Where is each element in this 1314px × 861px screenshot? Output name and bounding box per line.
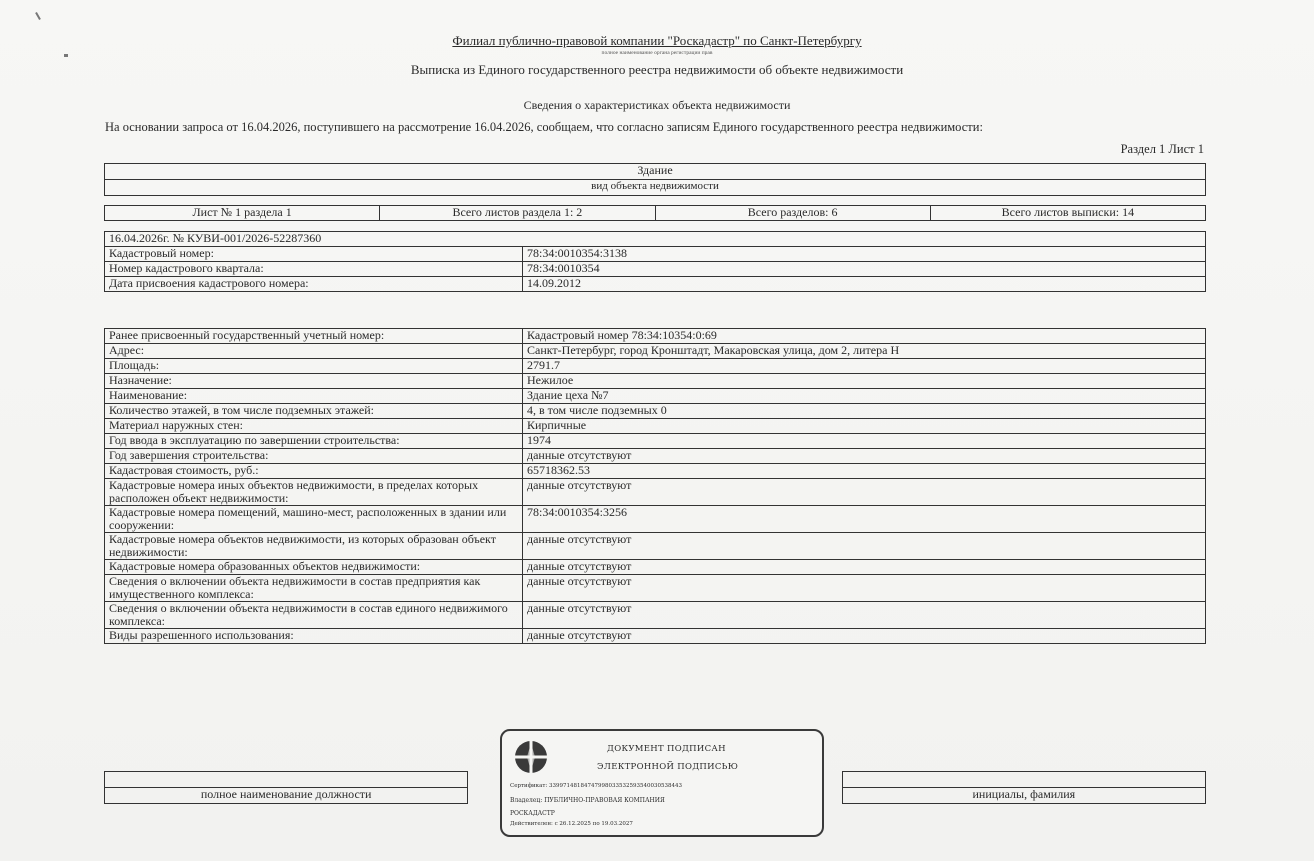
row-label: Кадастровые номера иных объектов недвижимости, в пределах которых расположен объект недвижимости: — [105, 479, 523, 506]
organization-name: Филиал публично-правовой компании "Роскадастр" по Санкт-Петербургу — [452, 33, 862, 48]
rosreestr-emblem-icon — [512, 738, 550, 776]
sheets-table — [104, 205, 1206, 221]
table-row — [105, 374, 1206, 389]
table-row — [105, 434, 1206, 449]
organization-caption: полное наименование органа регистрации прав — [601, 50, 713, 56]
section-title: Сведения о характеристиках объекта недвижимости — [523, 98, 791, 112]
row-value: данные отсутствуют — [523, 479, 1206, 506]
table-row — [105, 262, 1206, 277]
row-label: Виды разрешенного использования: — [105, 629, 523, 644]
table-row — [105, 533, 1206, 560]
stamp-owner: Владелец: ПУБЛИЧНО-ПРАВОВАЯ КОМПАНИЯ — [510, 797, 665, 804]
row-label: Площадь: — [105, 359, 523, 374]
object-type-caption: вид объекта недвижимости — [105, 180, 1206, 196]
table-row — [105, 464, 1206, 479]
row-label: Ранее присвоенный государственный учетный номер: — [105, 329, 523, 344]
object-type-table — [104, 163, 1206, 196]
row-label: Год ввода в эксплуатацию по завершении строительства: — [105, 434, 523, 449]
name-caption: инициалы, фамилия — [842, 788, 1205, 804]
intro-text: На основании запроса от 16.04.2026, поступившего на рассмотрение 16.04.2026, сообщаем, что согласно записям Единого государственного реестра недвижимости: — [105, 120, 983, 134]
row-value: 78:34:0010354 — [523, 262, 1206, 277]
sheet-number: Лист № 1 раздела 1 — [105, 206, 380, 221]
row-value: Здание цеха №7 — [523, 389, 1206, 404]
row-value: Нежилое — [523, 374, 1206, 389]
row-value: 78:34:0010354:3138 — [523, 247, 1206, 262]
table-row — [105, 329, 1206, 344]
table-row — [105, 247, 1206, 262]
row-value: Кирпичные — [523, 419, 1206, 434]
position-cell — [105, 772, 468, 788]
stamp-owner-name: РОСКАДАСТР — [510, 810, 555, 817]
row-label: Наименование: — [105, 389, 523, 404]
details-table — [104, 328, 1206, 644]
table-row — [105, 419, 1206, 434]
row-value: данные отсутствуют — [523, 575, 1206, 602]
request-number: 16.04.2026г. № КУВИ-001/2026-52287360 — [105, 232, 1206, 247]
table-row — [105, 506, 1206, 533]
row-value: 1974 — [523, 434, 1206, 449]
row-value: данные отсутствуют — [523, 533, 1206, 560]
row-label: Номер кадастрового квартала: — [105, 262, 523, 277]
row-value: Санкт-Петербург, город Кронштадт, Макаровская улица, дом 2, литера Н — [523, 344, 1206, 359]
stamp-validity: Действителен: с 26.12.2025 по 19.03.2027 — [510, 821, 633, 827]
table-row — [105, 560, 1206, 575]
stamp-line-2: ЭЛЕКТРОННОЙ ПОДПИСЬЮ — [597, 762, 739, 772]
row-label: Кадастровые номера помещений, машино-мест, расположенных в здании или сооружении: — [105, 506, 523, 533]
row-label: Год завершения строительства: — [105, 449, 523, 464]
row-label: Кадастровый номер: — [105, 247, 523, 262]
table-row — [105, 629, 1206, 644]
ids-table — [104, 231, 1206, 292]
row-label: Сведения о включении объекта недвижимости в состав единого недвижимого комплекса: — [105, 602, 523, 629]
row-value: данные отсутствуют — [523, 602, 1206, 629]
row-value: 2791.7 — [523, 359, 1206, 374]
document-title: Выписка из Единого государственного реестра недвижимости об объекте недвижимости — [410, 62, 904, 77]
extract-sheets-total: Всего листов выписки: 14 — [930, 206, 1205, 221]
row-label: Кадастровая стоимость, руб.: — [105, 464, 523, 479]
table-row — [105, 277, 1206, 292]
stamp-certificate: Сертификат: 33997148184747998033532593540030538443 — [510, 783, 682, 789]
table-row — [105, 479, 1206, 506]
row-value: 65718362.53 — [523, 464, 1206, 479]
row-label: Количество этажей, в том числе подземных этажей: — [105, 404, 523, 419]
scan-mark — [35, 12, 41, 20]
sections-total: Всего разделов: 6 — [655, 206, 930, 221]
section-sheets-total: Всего листов раздела 1: 2 — [380, 206, 655, 221]
table-row — [105, 575, 1206, 602]
table-row — [105, 602, 1206, 629]
row-label: Сведения о включении объекта недвижимости в состав предприятия как имущественного комплекса: — [105, 575, 523, 602]
row-label: Дата присвоения кадастрового номера: — [105, 277, 523, 292]
table-row — [105, 449, 1206, 464]
row-value: 78:34:0010354:3256 — [523, 506, 1206, 533]
row-label: Адрес: — [105, 344, 523, 359]
row-value: данные отсутствуют — [523, 449, 1206, 464]
row-value: 4, в том числе подземных 0 — [523, 404, 1206, 419]
row-label: Кадастровые номера образованных объектов недвижимости: — [105, 560, 523, 575]
table-row — [105, 359, 1206, 374]
object-type: Здание — [105, 164, 1206, 180]
row-value: Кадастровый номер 78:34:10354:0:69 — [523, 329, 1206, 344]
row-label: Назначение: — [105, 374, 523, 389]
stamp-line-1: ДОКУМЕНТ ПОДПИСАН — [607, 744, 726, 754]
name-cell — [842, 772, 1205, 788]
row-label: Материал наружных стен: — [105, 419, 523, 434]
digital-signature-stamp — [500, 729, 824, 837]
row-label: Кадастровые номера объектов недвижимости, из которых образован объект недвижимости: — [105, 533, 523, 560]
position-caption: полное наименование должности — [105, 788, 468, 804]
row-value: данные отсутствуют — [523, 629, 1206, 644]
row-value: 14.09.2012 — [523, 277, 1206, 292]
table-row — [105, 404, 1206, 419]
razdel-label: Раздел 1 Лист 1 — [1120, 142, 1204, 156]
table-row — [105, 389, 1206, 404]
row-value: данные отсутствуют — [523, 560, 1206, 575]
table-row — [105, 344, 1206, 359]
